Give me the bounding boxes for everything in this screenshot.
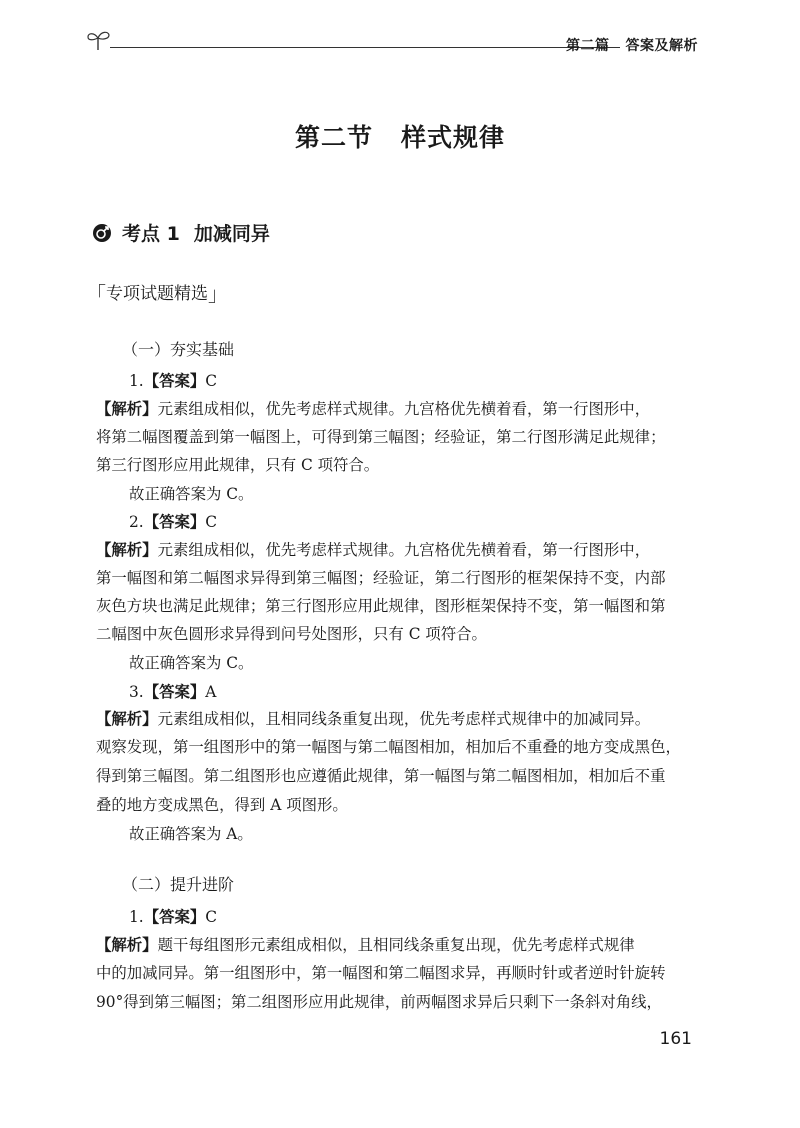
q1-answer bbox=[129, 371, 733, 391]
adv-q1-number: 1. bbox=[129, 908, 144, 926]
q3-analysis-line-4: 叠的地方变成黑色，得到 A 项图形。 bbox=[96, 796, 348, 814]
q2-analysis-tag: 【解析】 bbox=[96, 541, 158, 559]
adv-q1-answer-value: C bbox=[205, 908, 218, 926]
q1-answer-value: C bbox=[205, 372, 218, 390]
adv-q1-analysis-tag: 【解析】 bbox=[96, 936, 158, 954]
section-name: 样式规律 bbox=[401, 123, 506, 152]
section-title bbox=[0, 118, 800, 154]
adv-q1-answer-tag: 【答案】 bbox=[143, 908, 206, 926]
q1-analysis-tag: 【解析】 bbox=[96, 400, 158, 418]
practice-heading bbox=[86, 278, 228, 307]
header-title: 答案及解析 bbox=[625, 38, 698, 54]
section-number: 第二节 bbox=[294, 123, 373, 152]
adv-q1-answer bbox=[129, 907, 733, 927]
q2-analysis-line-4: 二幅图中灰色圆形求异得到问号处图形，只有 C 项符合。 bbox=[96, 625, 487, 643]
q2-analysis-line-3: 灰色方块也满足此规律；第三行图形应用此规律，图形框架保持不变，第一幅图和第 bbox=[96, 597, 666, 615]
q3-answer-tag: 【答案】 bbox=[143, 683, 206, 701]
header-label bbox=[566, 35, 698, 55]
right-corner-bracket: 」 bbox=[208, 282, 228, 306]
header-rule bbox=[110, 47, 620, 48]
subheading-basic: （一）夯实基础 bbox=[122, 340, 235, 359]
adv-q1-analysis-line-2: 中的加减同异。第一组图形中，第一幅图和第二幅图求异，再顺时针或者逆时针旋转 bbox=[96, 964, 666, 982]
sprout-icon bbox=[86, 28, 112, 56]
target-icon bbox=[92, 223, 112, 248]
q2-analysis-line-2: 第一幅图和第二幅图求异得到第三幅图；经验证，第二行图形的框架保持不变，内部 bbox=[96, 569, 666, 587]
q3-number: 3. bbox=[129, 683, 144, 701]
q2-answer-value: C bbox=[205, 513, 218, 531]
q1-analysis-line-3: 第三行图形应用此规律，只有 C 项符合。 bbox=[96, 456, 380, 474]
q1-answer-tag: 【答案】 bbox=[143, 372, 206, 390]
adv-q1-analysis-line-3: 90°得到第三幅图；第二组图形应用此规律，前两幅图求异后只剩下一条斜对角线， bbox=[96, 993, 662, 1011]
q3-analysis-line-3: 得到第三幅图。第二组图形也应遵循此规律，第一幅图与第二幅图相加，相加后不重 bbox=[96, 767, 666, 785]
q1-conclusion: 故正确答案为 C。 bbox=[129, 485, 254, 503]
header-part: 第二篇 bbox=[566, 38, 610, 54]
q3-analysis-line-2: 观察发现，第一组图形中的第一幅图与第二幅图相加，相加后不重叠的地方变成黑色， bbox=[96, 738, 681, 756]
running-header bbox=[86, 28, 698, 54]
q2-conclusion: 故正确答案为 C。 bbox=[129, 654, 254, 672]
kaodian-topic: 加减同异 bbox=[193, 223, 270, 245]
q2-analysis-line-1 bbox=[96, 540, 700, 560]
q3-analysis-text: 元素组成相似，且相同线条重复出现，优先考虑样式规律中的加减同异。 bbox=[157, 710, 651, 728]
page-number: 161 bbox=[659, 1029, 692, 1049]
q3-answer bbox=[129, 682, 733, 702]
q3-conclusion: 故正确答案为 A。 bbox=[129, 825, 253, 843]
kaodian-label: 考点 1 bbox=[122, 223, 180, 245]
practice-heading-text: 专项试题精选 bbox=[106, 284, 208, 304]
q1-analysis-line-2: 将第二幅图覆盖到第一幅图上，可得到第三幅图；经验证，第二行图形满足此规律； bbox=[96, 428, 666, 446]
q3-answer-value: A bbox=[205, 683, 217, 701]
adv-q1-analysis-line-1 bbox=[96, 935, 700, 955]
q1-analysis-text: 元素组成相似，优先考虑样式规律。九宫格优先横着看，第一行图形中， bbox=[157, 400, 651, 418]
subheading-advanced: （二）提升进阶 bbox=[122, 875, 235, 894]
q2-answer bbox=[129, 512, 733, 532]
q2-number: 2. bbox=[129, 513, 144, 531]
q2-answer-tag: 【答案】 bbox=[143, 513, 206, 531]
q1-analysis-line-1 bbox=[96, 399, 700, 419]
q3-analysis-line-1 bbox=[96, 709, 700, 729]
q2-analysis-text: 元素组成相似，优先考虑样式规律。九宫格优先横着看，第一行图形中， bbox=[157, 541, 651, 559]
left-corner-bracket: 「 bbox=[86, 282, 106, 306]
q1-number: 1. bbox=[129, 372, 144, 390]
adv-q1-analysis-text: 题干每组图形元素组成相似，且相同线条重复出现，优先考虑样式规律 bbox=[157, 936, 635, 954]
q3-analysis-tag: 【解析】 bbox=[96, 710, 158, 728]
kaodian-heading bbox=[92, 219, 270, 248]
